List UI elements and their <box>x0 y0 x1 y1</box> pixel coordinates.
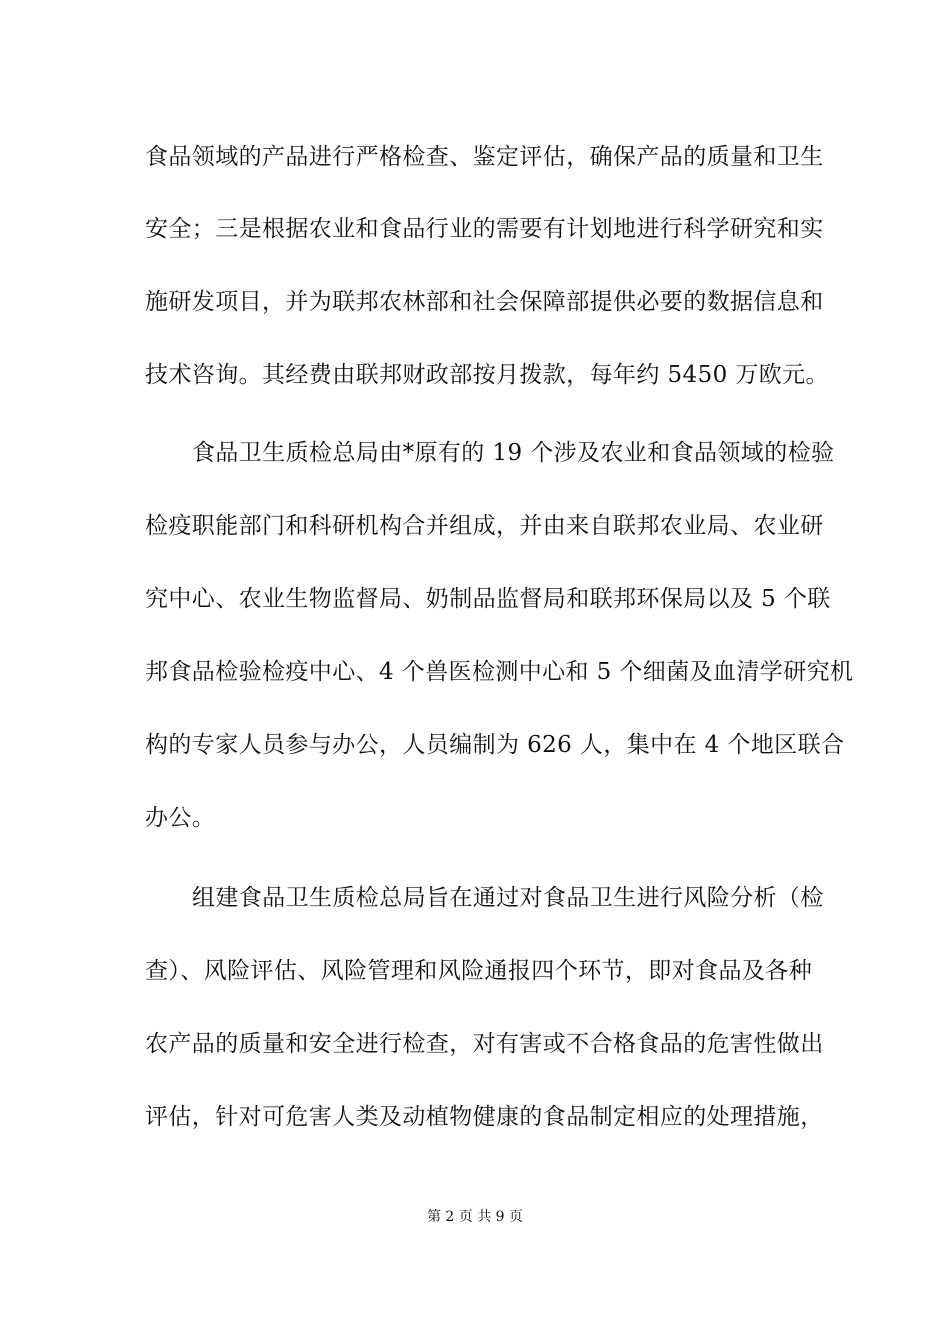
paragraph-2-line-2: 检疫职能部门和科研机构合并组成，并由来自联邦农业局、农业研 <box>145 513 824 539</box>
paragraph-1-line-4: 技术咨询。其经费由联邦财政部按月拨款，每年约 5450 万欧元。 <box>145 362 829 388</box>
paragraph-3-line-2: 查）、风险评估、风险管理和风险通报四个环节，即对食品及各种 <box>145 958 813 984</box>
paragraph-3-line-1: 组建食品卫生质检总局旨在通过对食品卫生进行风险分析（检 <box>192 885 824 911</box>
paragraph-1-line-2: 安全；三是根据农业和食品行业的需要有计划地进行科学研究和实 <box>145 216 824 242</box>
paragraph-3-line-4: 评估，针对可危害人类及动植物健康的食品制定相应的处理措施， <box>145 1104 824 1130</box>
paragraph-1-line-1: 食品领域的产品进行严格检查、鉴定评估，确保产品的质量和卫生 <box>145 144 824 170</box>
paragraph-2-line-5: 构的专家人员参与办公，人员编制为 626 人，集中在 4 个地区联合 <box>145 732 845 758</box>
paragraph-2-line-6: 办公。 <box>145 805 216 831</box>
paragraph-3-line-3: 农产品的质量和安全进行检查，对有害或不合格食品的危害性做出 <box>145 1031 824 1057</box>
paragraph-2-line-3: 究中心、农业生物监督局、奶制品监督局和联邦环保局以及 5 个联 <box>145 586 831 612</box>
paragraph-1-line-3: 施研发项目，并为联邦农林部和社会保障部提供必要的数据信息和 <box>145 289 824 315</box>
paragraph-2-line-4: 邦食品检验检疫中心、4 个兽医检测中心和 5 个细菌及血清学研究机 <box>145 659 854 685</box>
paragraph-2-line-1: 食品卫生质检总局由*原有的 19 个涉及农业和食品领域的检验 <box>192 440 835 466</box>
page-number-footer: 第 2 页 共 9 页 <box>426 1209 524 1225</box>
